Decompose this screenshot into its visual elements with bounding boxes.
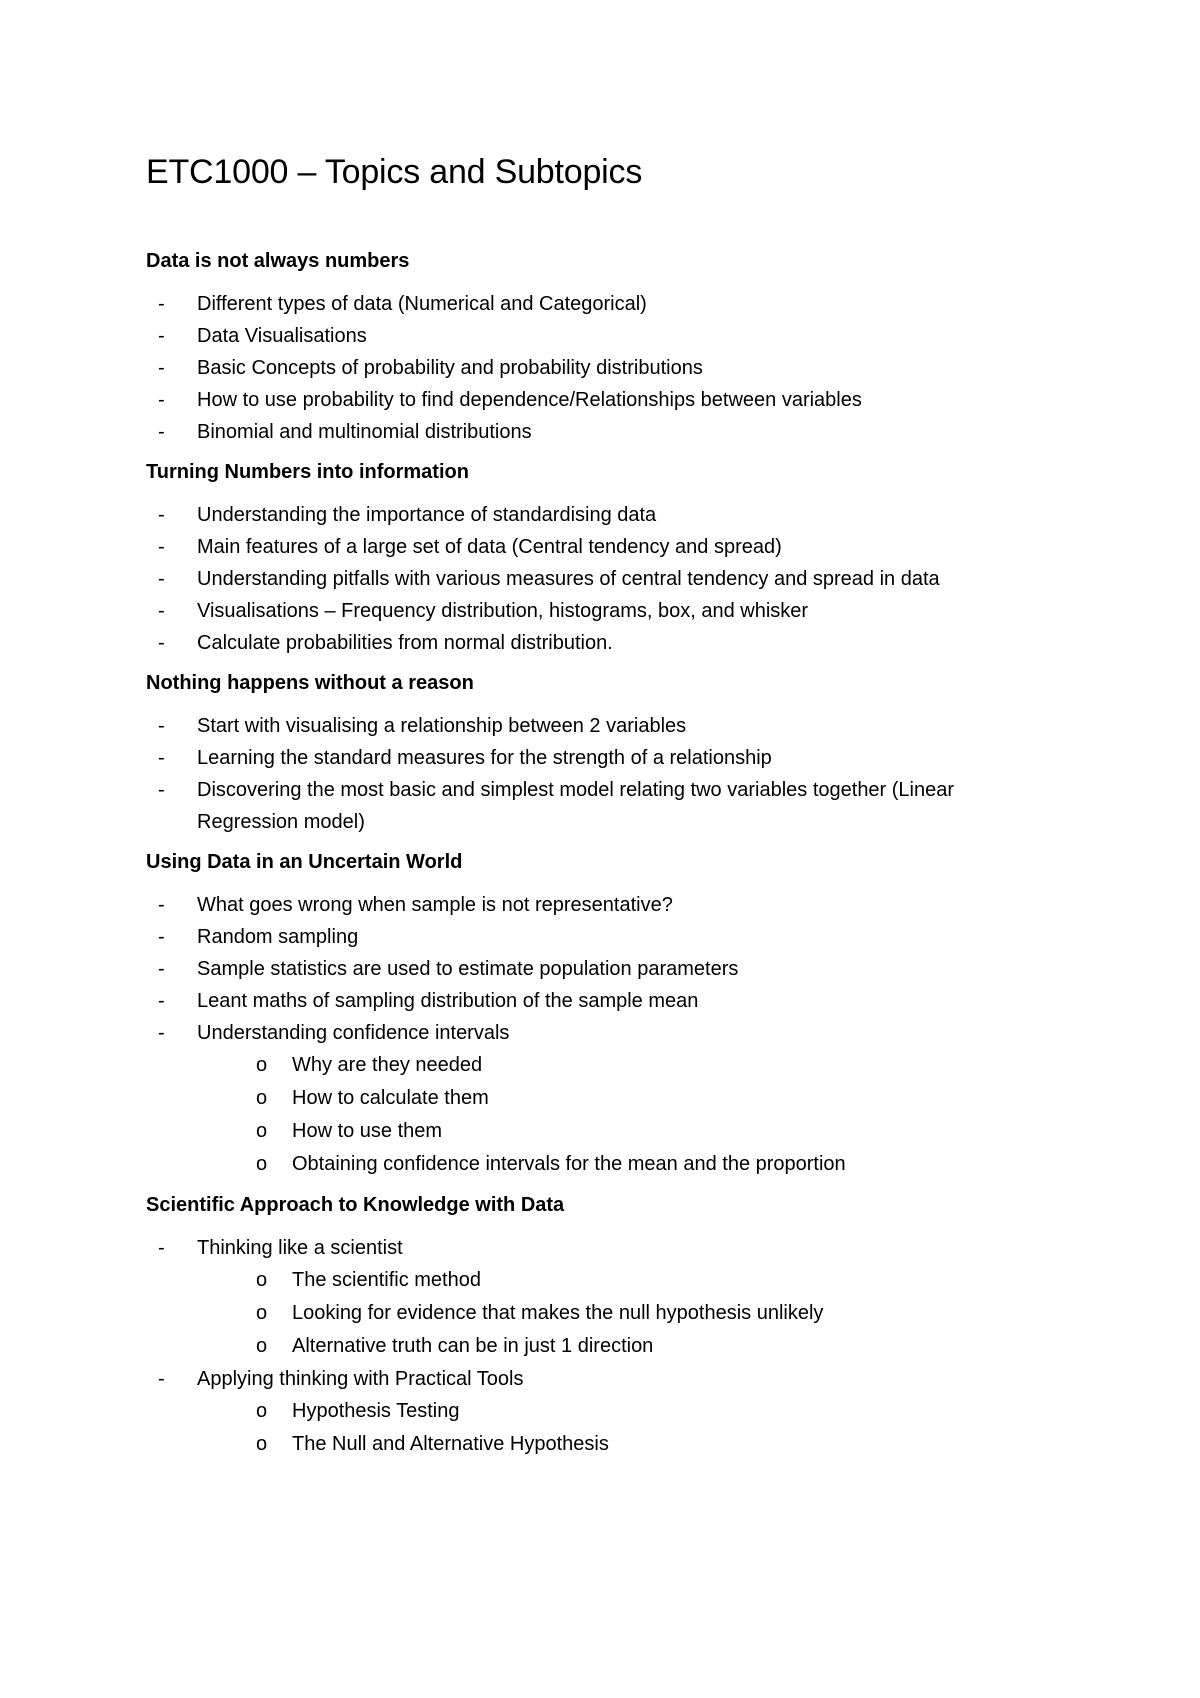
sub-list-item-text: The Null and Alternative Hypothesis (292, 1433, 609, 1455)
circle-bullet-icon: o (256, 1400, 268, 1422)
dash-bullet-icon: - (158, 1237, 165, 1259)
list-item-text: Basic Concepts of probability and probability distributions (197, 357, 703, 379)
sub-list-item (146, 1330, 1050, 1363)
list-item (146, 774, 1050, 838)
dash-bullet-icon: - (158, 325, 165, 347)
list-item-text: Random sampling (197, 926, 359, 948)
dash-bullet-icon: - (158, 536, 165, 558)
section (146, 1192, 1050, 1461)
sub-list (197, 1264, 1050, 1363)
circle-bullet-icon: o (256, 1335, 268, 1357)
circle-bullet-icon: o (256, 1153, 268, 1175)
list-item (146, 1232, 1050, 1363)
sub-list-item (146, 1428, 1050, 1461)
section (146, 248, 1050, 448)
bullet-list (146, 889, 1050, 1181)
list-item-text: Thinking like a scientist (197, 1237, 403, 1259)
circle-bullet-icon: o (256, 1269, 268, 1291)
dash-bullet-icon: - (158, 715, 165, 737)
list-item-text: Understanding the importance of standardising data (197, 504, 657, 526)
list-item-text: Main features of a large set of data (Central tendency and spread) (197, 536, 782, 558)
list-item (146, 384, 1050, 416)
circle-bullet-icon: o (256, 1120, 268, 1142)
dash-bullet-icon: - (158, 779, 165, 801)
list-item-text: Visualisations – Frequency distribution, histograms, box, and whisker (197, 600, 809, 622)
dash-bullet-icon: - (158, 958, 165, 980)
section-heading: Scientific Approach to Knowledge with Data (146, 1194, 565, 1216)
sub-list-item (146, 1082, 1050, 1115)
sections-container (146, 248, 1050, 1461)
sub-list-item-text: The scientific method (292, 1269, 481, 1291)
sub-list-item-text: Hypothesis Testing (292, 1400, 460, 1422)
list-item (146, 742, 1050, 774)
sub-list-item (146, 1148, 1050, 1181)
list-item-text: Applying thinking with Practical Tools (197, 1368, 524, 1390)
bullet-list (146, 499, 1050, 659)
list-item (146, 627, 1050, 659)
list-item-text: Understanding pitfalls with various measures of central tendency and spread in data (197, 568, 940, 590)
sub-list-item (146, 1264, 1050, 1297)
dash-bullet-icon: - (158, 1022, 165, 1044)
section (146, 459, 1050, 659)
list-item-text: Calculate probabilities from normal distribution. (197, 632, 613, 654)
circle-bullet-icon: o (256, 1302, 268, 1324)
list-item-text: What goes wrong when sample is not representative? (197, 894, 673, 916)
section-heading: Data is not always numbers (146, 250, 410, 272)
dash-bullet-icon: - (158, 1368, 165, 1390)
list-item (146, 1017, 1050, 1181)
dash-bullet-icon: - (158, 632, 165, 654)
sub-list-item-text: How to use them (292, 1120, 443, 1142)
circle-bullet-icon: o (256, 1054, 268, 1076)
list-item-text: Learning the standard measures for the strength of a relationship (197, 747, 772, 769)
sub-list-item-text: How to calculate them (292, 1087, 489, 1109)
sub-list-item (146, 1395, 1050, 1428)
dash-bullet-icon: - (158, 926, 165, 948)
dash-bullet-icon: - (158, 421, 165, 443)
section-heading: Using Data in an Uncertain World (146, 851, 463, 873)
list-item-text: Sample statistics are used to estimate population parameters (197, 958, 739, 980)
list-item-text: Data Visualisations (197, 325, 367, 347)
sub-list-item-text: Looking for evidence that makes the null hypothesis unlikely (292, 1302, 824, 1324)
list-item (146, 288, 1050, 320)
dash-bullet-icon: - (158, 600, 165, 622)
sub-list-item-text: Alternative truth can be in just 1 direction (292, 1335, 654, 1357)
list-item (146, 499, 1050, 531)
dash-bullet-icon: - (158, 747, 165, 769)
list-item-text: Different types of data (Numerical and Categorical) (197, 293, 647, 315)
dash-bullet-icon: - (158, 504, 165, 526)
list-item (146, 563, 1050, 595)
circle-bullet-icon: o (256, 1087, 268, 1109)
bullet-list (146, 288, 1050, 448)
sub-list (197, 1049, 1050, 1181)
bullet-list (146, 710, 1050, 838)
dash-bullet-icon: - (158, 389, 165, 411)
list-item-text: Understanding confidence intervals (197, 1022, 510, 1044)
list-item (146, 320, 1050, 352)
list-item (146, 710, 1050, 742)
list-item (146, 921, 1050, 953)
list-item (146, 985, 1050, 1017)
section (146, 849, 1050, 1181)
sub-list (197, 1395, 1050, 1461)
dash-bullet-icon: - (158, 568, 165, 590)
sub-list-item (146, 1115, 1050, 1148)
circle-bullet-icon: o (256, 1433, 268, 1455)
dash-bullet-icon: - (158, 293, 165, 315)
dash-bullet-icon: - (158, 990, 165, 1012)
list-item (146, 889, 1050, 921)
dash-bullet-icon: - (158, 894, 165, 916)
sub-list-item-text: Obtaining confidence intervals for the mean and the proportion (292, 1153, 846, 1175)
bullet-list (146, 1232, 1050, 1461)
section (146, 670, 1050, 838)
section-heading: Nothing happens without a reason (146, 672, 474, 694)
list-item-text: Discovering the most basic and simplest model relating two variables together (Linear Regression model) (197, 779, 955, 833)
sub-list-item (146, 1297, 1050, 1330)
list-item (146, 352, 1050, 384)
list-item (146, 416, 1050, 448)
list-item (146, 531, 1050, 563)
list-item (146, 953, 1050, 985)
list-item-text: Start with visualising a relationship between 2 variables (197, 715, 687, 737)
section-heading: Turning Numbers into information (146, 461, 469, 483)
dash-bullet-icon: - (158, 357, 165, 379)
list-item-text: Leant maths of sampling distribution of the sample mean (197, 990, 699, 1012)
sub-list-item-text: Why are they needed (292, 1054, 483, 1076)
list-item (146, 1363, 1050, 1461)
list-item (146, 595, 1050, 627)
list-item-text: Binomial and multinomial distributions (197, 421, 532, 443)
page-title: ETC1000 – Topics and Subtopics (146, 153, 643, 191)
sub-list-item (146, 1049, 1050, 1082)
list-item-text: How to use probability to find dependence/Relationships between variables (197, 389, 862, 411)
